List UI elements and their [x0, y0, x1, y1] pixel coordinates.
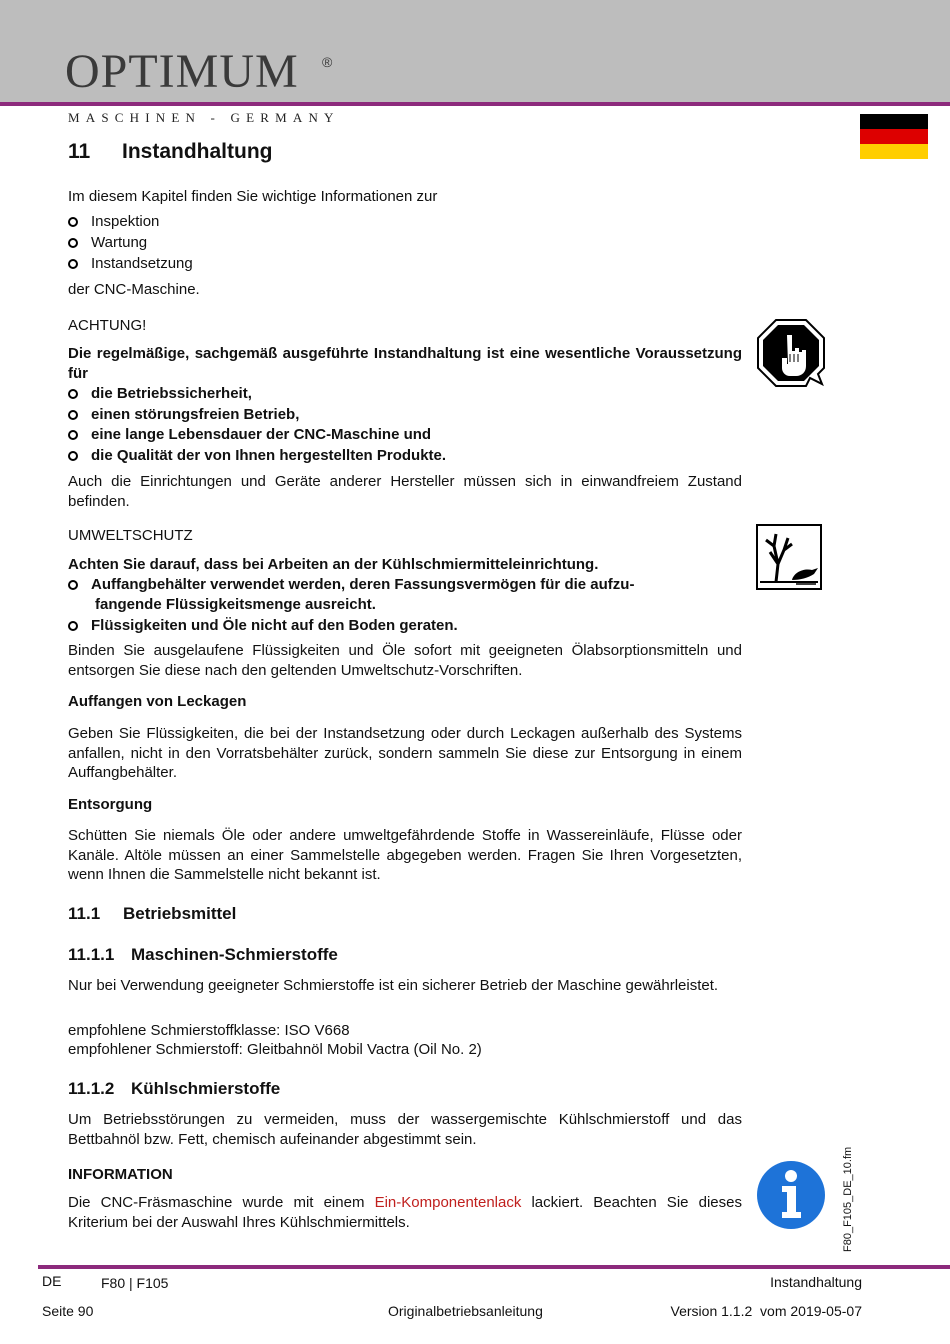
achtung-heading: ACHTUNG! — [68, 317, 147, 334]
list-item: die Qualität der von Ihnen hergestellten Produkte. — [68, 446, 446, 465]
list-item-continuation: fangende Flüssigkeitsmenge ausreicht. — [95, 596, 376, 613]
bullet-icon — [68, 217, 78, 227]
leckagen-text: Geben Sie Flüssigkeiten, die bei der Instandsetzung oder durch Leckagen außerhalb des Systems anfallen, nicht in den Vorratsbehälter zurück, sondern sammeln Sie diese zur Entsorgung in einem Auffangbehälter. — [68, 725, 742, 781]
footer-lang: DE — [42, 1273, 62, 1289]
schmierstoffe-text: Nur bei Verwendung geeigneter Schmierstoffe ist ein sicherer Betrieb der Maschine gewährleistet. — [68, 977, 719, 994]
list-item: Inspektion — [68, 212, 159, 231]
bullet-icon — [68, 430, 78, 440]
list-item: die Betriebssicherheit, — [68, 384, 252, 403]
section-heading: 11.1.2 Kühlschmierstoffe — [68, 1079, 281, 1098]
bullet-icon — [68, 410, 78, 420]
section-heading: 11.1.1 Maschinen-Schmierstoffe — [68, 945, 338, 964]
list-item: Instandsetzung — [68, 254, 193, 273]
list-item: eine lange Lebensdauer der CNC-Maschine und — [68, 425, 431, 444]
bullet-icon — [68, 238, 78, 248]
bullet-icon — [68, 389, 78, 399]
bullet-icon — [68, 451, 78, 461]
warning-hand-icon — [756, 318, 826, 388]
bullet-icon — [68, 259, 78, 269]
brand-logo: OPTIMUM — [65, 45, 299, 98]
footer-version: Version 1.1.2 vom 2019-05-07 — [670, 1303, 862, 1319]
umwelt-lead: Achten Sie darauf, dass bei Arbeiten an der Kühlschmiermitteleinrichtung. — [68, 556, 599, 573]
achtung-note: Auch die Einrichtungen und Geräte anderer Hersteller müssen sich in einwandfreiem Zustand befinden. — [68, 473, 742, 510]
german-flag-icon — [860, 114, 928, 159]
footer-page: Seite 90 — [42, 1303, 94, 1319]
info-icon — [756, 1160, 826, 1230]
kuehlschmierstoffe-text: Um Betriebsstörungen zu vermeiden, muss der wassergemischte Kühlschmierstoff und das Bettbahnöl bzw. Fett, chemisch aufeinander abgestimmt sein. — [68, 1111, 742, 1148]
achtung-text: Die regelmäßige, sachgemäß ausgeführte Instandhaltung ist eine wesentliche Voraussetzung für — [68, 345, 742, 382]
intro-tail: der CNC-Maschine. — [68, 281, 200, 298]
list-item: Flüssigkeiten und Öle nicht auf den Boden geraten. — [68, 616, 458, 635]
intro-lead: Im diesem Kapitel finden Sie wichtige Informationen zur — [68, 188, 438, 205]
footer-chapter: Instandhaltung — [770, 1274, 862, 1290]
list-item: Wartung — [68, 233, 147, 252]
environment-hazard-icon — [756, 524, 822, 590]
entsorgung-text: Schütten Sie niemals Öle oder andere umweltgefährdende Stoffe in Wassereinläufe, Flüsse oder Kanäle. Altöle müssen an einer Sammelstelle abgegeben werden. Fragen Sie Ihren Vorgesetzten, wenn Ihnen die Sammelstelle nicht bekannt ist. — [68, 827, 742, 883]
umwelt-text: Binden Sie ausgelaufene Flüssigkeiten und Öle sofort mit geeigneten Ölabsorptionsmitteln und entsorgen Sie diese nach den geltenden Umweltschutz-Vorschriften. — [68, 642, 742, 679]
schmierstoff-recommended: empfohlener Schmierstoff: Gleitbahnöl Mobil Vactra (Oil No. 2) — [68, 1041, 482, 1058]
section-heading: 11.1 Betriebsmittel — [68, 904, 237, 923]
schmierstoff-class: empfohlene Schmierstoffklasse: ISO V668 — [68, 1022, 350, 1039]
footer-divider — [38, 1265, 950, 1269]
file-label: F80_F105_DE_10.fm — [842, 1146, 854, 1252]
footer-doc: Originalbetriebsanleitung — [388, 1303, 543, 1319]
umwelt-heading: UMWELTSCHUTZ — [68, 527, 193, 544]
header-divider — [0, 102, 950, 106]
info-text: Die CNC-Fräsmaschine wurde mit einem Ein-Komponentenlack lackiert. Beachten Sie dieses Kriterium bei der Auswahl Ihres Kühlschmiermittels. — [68, 1194, 742, 1231]
entsorgung-heading: Entsorgung — [68, 796, 153, 813]
footer-models: F80 | F105 — [101, 1275, 169, 1291]
bullet-icon — [68, 621, 78, 631]
leckagen-heading: Auffangen von Leckagen — [68, 693, 247, 710]
highlight-text: Ein-Komponentenlack — [374, 1194, 522, 1211]
chapter-number: 11 — [68, 140, 91, 163]
info-heading: INFORMATION — [68, 1166, 173, 1183]
bullet-icon — [68, 580, 78, 590]
registered-mark: ® — [322, 54, 333, 70]
chapter-title-text: Instandhaltung — [122, 140, 273, 163]
list-item: Auffangbehälter verwendet werden, deren Fassungsvermögen für die aufzu- — [68, 575, 634, 594]
list-item: einen störungsfreien Betrieb, — [68, 405, 299, 424]
chapter-title — [68, 140, 273, 164]
brand-subtitle: MASCHINEN - GERMANY — [68, 110, 340, 125]
